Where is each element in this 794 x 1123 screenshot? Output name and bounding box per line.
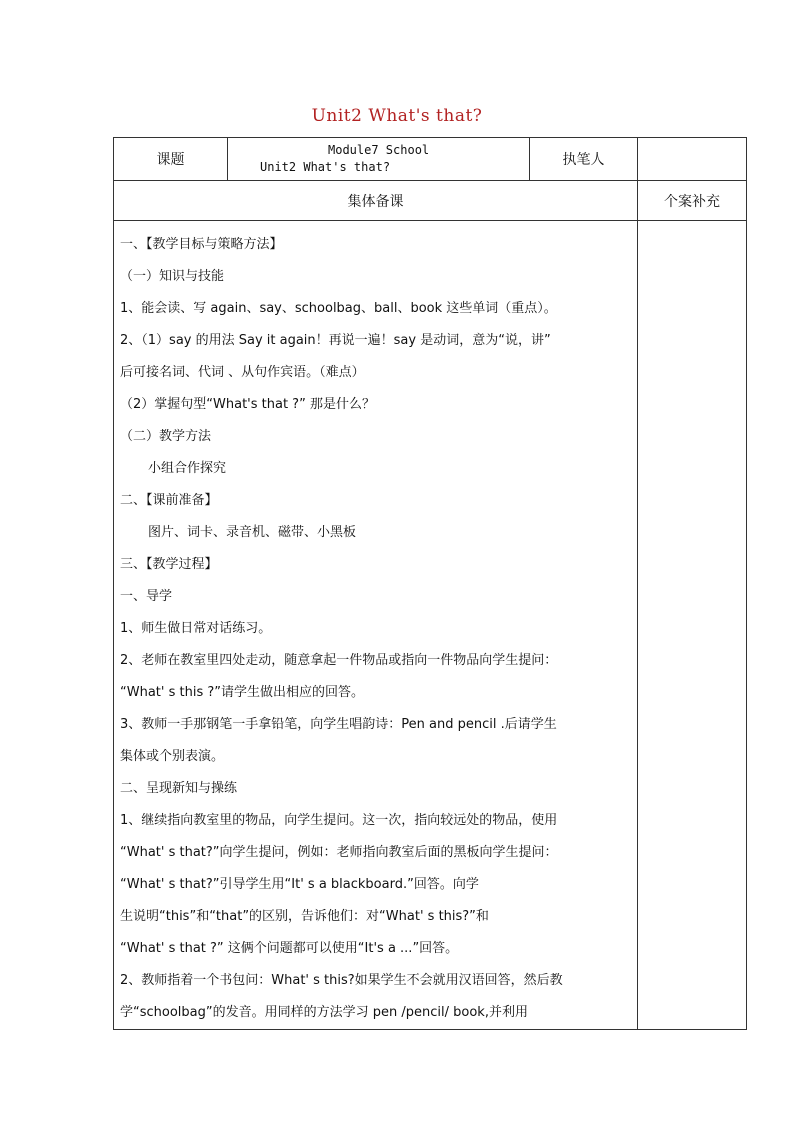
text-line: 图片、词卡、录音机、磁带、小黑板 [148,525,357,540]
text-line: （一）知识与技能 [120,269,225,284]
author-label: 执笔人 [530,138,638,181]
text-line: 2、老师在教室里四处走动，随意拿起一件物品或指向一件物品向学生提问： [120,653,558,668]
text-line: 1、师生做日常对话练习。 [120,621,272,636]
document-title: Unit2 What's that? [311,106,483,126]
text-line: 生说明“this”和“that”的区别，告诉他们：对“What' s this?”和 [120,909,489,924]
content-row [114,221,747,1030]
text-line: “What' s that?”引导学生用“It' s a blackboard.”回答。向学 [120,877,479,892]
text-line: （二）教学方法 [120,429,212,444]
text-line: “What' s that?”向学生提问，例如：老师指向教室后面的黑板向学生提问： [120,845,558,860]
text-line: （2）掌握句型“What's that ?” 那是什么？ [120,397,375,412]
unit-line: Unit2 What's that? [260,160,391,174]
text-line: 二、【课前准备】 [120,493,218,508]
text-line: 集体或个别表演。 [120,749,225,764]
text-line: 学“schoolbag”的发音。用同样的方法学习 pen /pencil/ book,并利用 [120,1005,528,1020]
text-line: 三、【教学过程】 [120,557,218,572]
text-line: 一、【教学目标与策略方法】 [120,237,283,252]
text-line: 一、导学 [120,589,173,604]
text-line: 1、继续指向教室里的物品，向学生提问。这一次，指向较远处的物品，使用 [120,813,558,828]
text-line: 二、呈现新知与操练 [120,781,238,796]
module-line: Module7 School [328,143,430,157]
lesson-plan-table [113,137,747,1030]
text-line: “What' s that ?” 这俩个问题都可以使用“It's a ...”回答。 [120,941,459,956]
collective-prep-content [114,221,638,1030]
collective-prep-label: 集体备课 [114,181,638,221]
text-line: 小组合作探究 [148,461,227,476]
topic-value [228,138,530,181]
header-row [114,138,747,181]
text-line: 2、（1）say 的用法 Say it again！再说一遍！say 是动词，意为“说，讲” [120,333,551,348]
topic-label: 课题 [114,138,228,181]
author-value [638,138,747,181]
text-line: 后可接名词、代词 、从句作宾语。（难点） [120,365,365,380]
text-line: “What' s this ?”请学生做出相应的回答。 [120,685,364,700]
personal-supplement-content [638,221,747,1030]
text-line: 1、能会读、写 again、say、schoolbag、ball、book 这些单词（重点）。 [120,301,557,316]
section-header-row [114,181,747,221]
text-line: 2、教师指着一个书包问：What' s this?如果学生不会就用汉语回答，然后教 [120,973,563,988]
personal-supplement-label: 个案补充 [638,181,747,221]
text-line: 3、教师一手那钢笔一手拿铅笔，向学生唱韵诗：Pen and pencil .后请学生 [120,717,557,732]
